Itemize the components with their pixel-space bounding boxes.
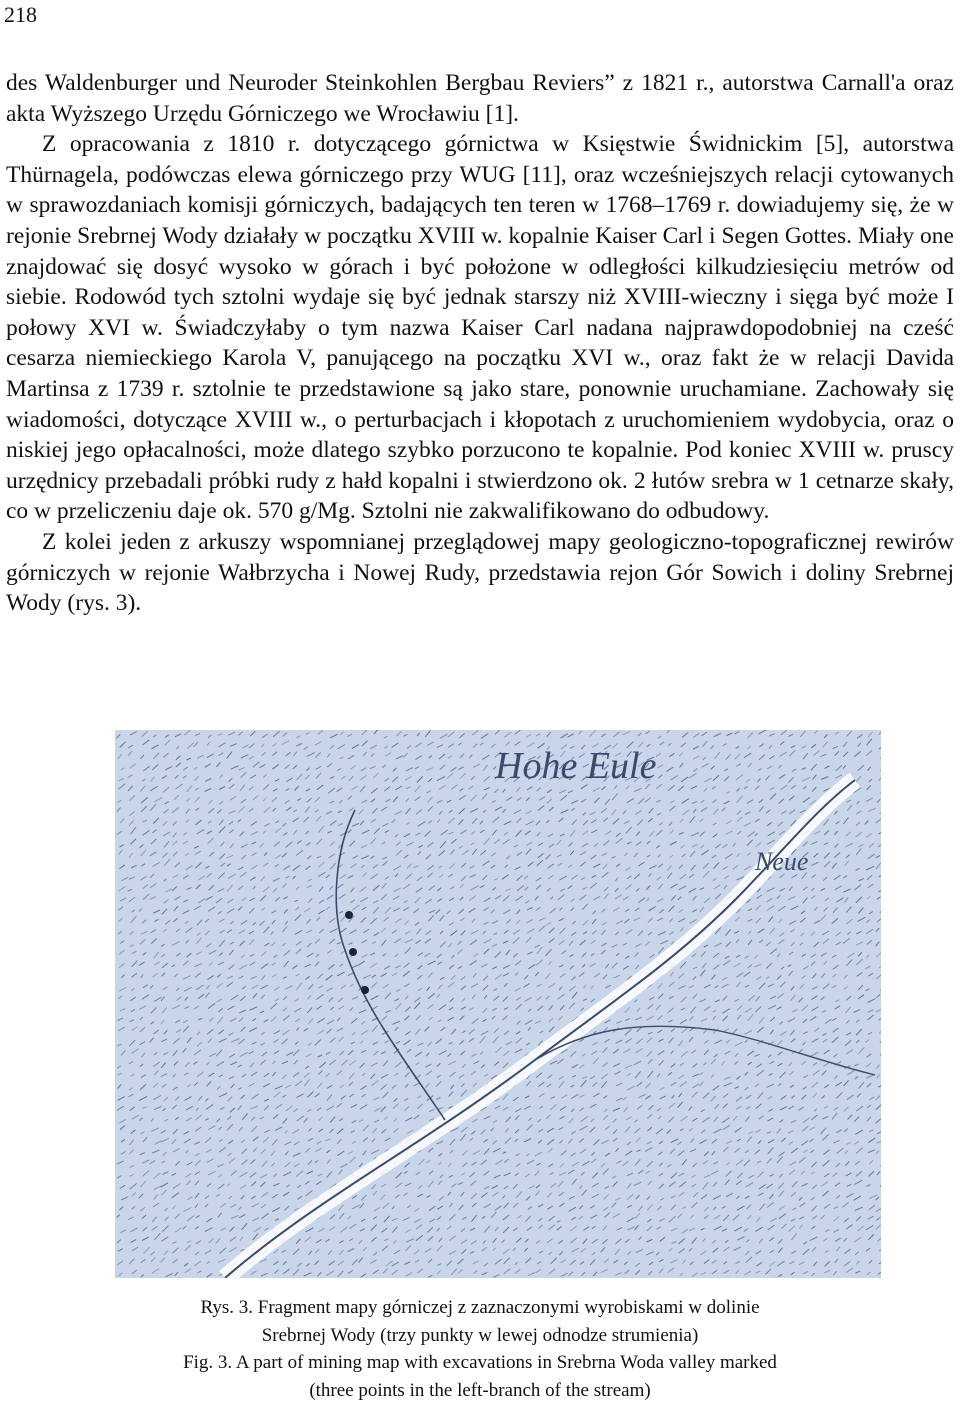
paragraph-2: Z opracowania z 1810 r. dotyczącego górnictwa w Księstwie Świdnickim [5], autorstwa Thürnagela, podówczas elewa górniczego przy WUG [11], oraz wcześniejszych relacji cytowanych w sprawozdaniach komisji górniczych, badających ten teren w 1768–1769 r. dowiadujemy się, że w rejonie Srebrnej Wody działały w początku XVIII w. kopalnie Kaiser Carl i Segen Gottes. Miały one znajdować się dosyć wysoko w górach i być położone w odległości kilkudziesięciu metrów od siebie. Rodowód tych sztolni wydaje się być jednak starszy niż XVIII-wieczny i sięga być może I połowy XVI w. Świadczyłaby o tym nazwa Kaiser Carl nadana najprawdopodobniej na cześć cesarza niemieckiego Karola V, panującego na początku XVI w., oraz fakt że w relacji Davida Martinsa z 1739 r. sztolnie te przedstawione są jako stare, ponownie uruchamiane. Zachowały się wiadomości, dotyczące XVIII w., o perturbacjach i kłopotach z uruchomieniem wydobycia, oraz o niskiej jego opłacalności, może dlatego szybko porzucono te kopalnie. Pod koniec XVIII w. pruscy urzędnicy przebadali próbki rudy z hałd kopalni i stwierdzono ok. 2 łutów srebra w 1 cetnarze skały, co w przeliczeniu daje ok. 570 g/Mg. Sztolni nie zakwalifikowano do odbudowy. <box>6 131 954 525</box>
map-label-right: Neue <box>755 847 809 876</box>
mining-map-image <box>115 730 881 1278</box>
paragraph-3: Z kolei jeden z arkuszy wspomnianej przeglądowej mapy geologiczno-topograficznej rewirów górniczych w rejonie Wałbrzycha i Nowej Rudy, przedstawia rejon Gór Sowich i doliny Srebrnej Wody (rys. 3). <box>6 528 954 617</box>
map-background <box>115 730 881 1278</box>
map-drawing <box>115 730 881 1278</box>
page-number: 218 <box>4 2 37 27</box>
map-label-top: Hohe Eule <box>495 745 657 787</box>
paragraph-1: des Waldenburger und Neuroder Steinkohlen Bergbau Reviers” z 1821 r., autorstwa Carnall'a oraz akta Wyższego Urzędu Górniczego we Wrocławiu [1]. <box>6 70 954 127</box>
caption-pl-line-1: Rys. 3. Fragment mapy górniczej z zaznaczonymi wyrobiskami w dolinie <box>200 1297 760 1318</box>
figure-captions <box>0 1294 960 1404</box>
caption-en-line-1: Fig. 3. A part of mining map with excavations in Srebrna Woda valley marked <box>183 1352 777 1373</box>
body-text <box>6 68 954 619</box>
excavation-point-3 <box>345 911 353 919</box>
excavation-point-2 <box>349 948 357 956</box>
caption-en-line-2: (three points in the left-branch of the stream) <box>309 1379 651 1401</box>
caption-pl-line-2: Srebrnej Wody (trzy punkty w lewej odnodze strumienia) <box>261 1324 699 1346</box>
excavation-point-1 <box>361 986 369 994</box>
